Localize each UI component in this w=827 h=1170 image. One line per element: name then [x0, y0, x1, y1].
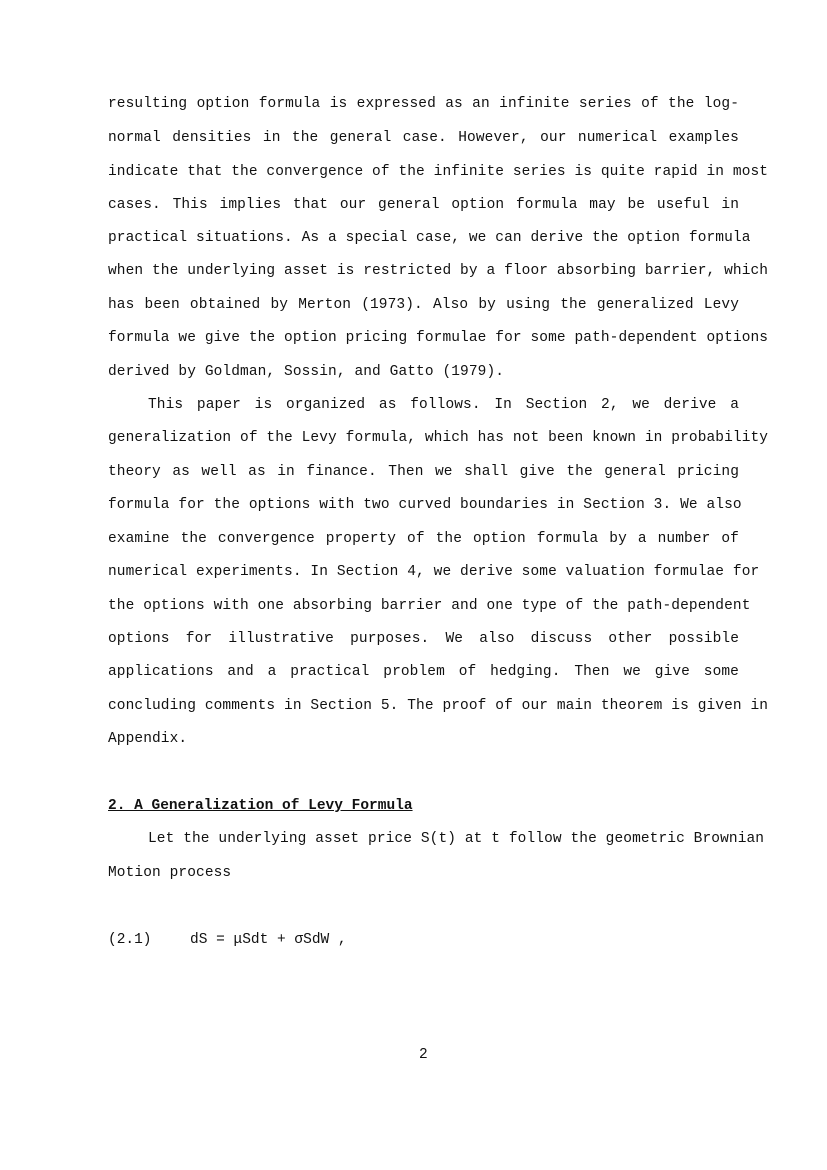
paragraph-1-line-1: resulting option formula is expressed as an infinite series of the log-	[108, 96, 739, 112]
paragraph-2-line-6: numerical experiments. In Section 4, we derive some valuation formulae for	[108, 564, 760, 580]
paragraph-1-line-8: formula we give the option pricing formulae for some path-dependent options	[108, 330, 769, 346]
paragraph-1-line-2: normal densities in the general case. However, our numerical examples	[108, 130, 739, 146]
paragraph-2-line-1: This paper is organized as follows. In Section 2, we derive a	[148, 397, 739, 413]
paragraph-2-line-8: options for illustrative purposes. We also discuss other possible	[108, 631, 739, 647]
paragraph-2-line-5: examine the convergence property of the option formula by a number of	[108, 531, 739, 547]
paragraph-2-line-4: formula for the options with two curved boundaries in Section 3. We also	[108, 497, 742, 513]
paragraph-1-line-7: has been obtained by Merton (1973). Also by using the generalized Levy	[108, 297, 739, 313]
paragraph-3-line-2: Motion process	[108, 865, 232, 881]
section-heading: 2. A Generalization of Levy Formula	[108, 798, 413, 814]
equation-2-1	[108, 931, 347, 949]
paragraph-3-line-1: Let the underlying asset price S(t) at t follow the geometric Brownian	[148, 831, 765, 847]
paragraph-2-line-2: generalization of the Levy formula, which has not been known in probability	[108, 430, 769, 446]
paragraph-1-line-5: practical situations. As a special case, we can derive the option formula	[108, 230, 751, 246]
paragraph-1-line-9: derived by Goldman, Sossin, and Gatto (1979).	[108, 364, 505, 380]
page-number: 2	[419, 1047, 428, 1063]
paragraph-2-line-11: Appendix.	[108, 731, 188, 747]
paragraph-1-line-4: cases. This implies that our general option formula may be useful in	[108, 197, 739, 213]
paragraph-2-line-9: applications and a practical problem of hedging. Then we give some	[108, 664, 739, 680]
paragraph-2-line-10: concluding comments in Section 5. The proof of our main theorem is given in	[108, 698, 769, 714]
paragraph-1-line-6: when the underlying asset is restricted by a floor absorbing barrier, which	[108, 263, 769, 279]
paragraph-2-line-3: theory as well as in finance. Then we shall give the general pricing	[108, 464, 739, 480]
paragraph-1-line-3: indicate that the convergence of the infinite series is quite rapid in most	[108, 164, 769, 180]
equation-expression: dS = μSdt + σSdW ,	[190, 932, 347, 948]
equation-number: (2.1)	[108, 932, 152, 948]
paragraph-2-line-7: the options with one absorbing barrier and one type of the path-dependent	[108, 598, 751, 614]
